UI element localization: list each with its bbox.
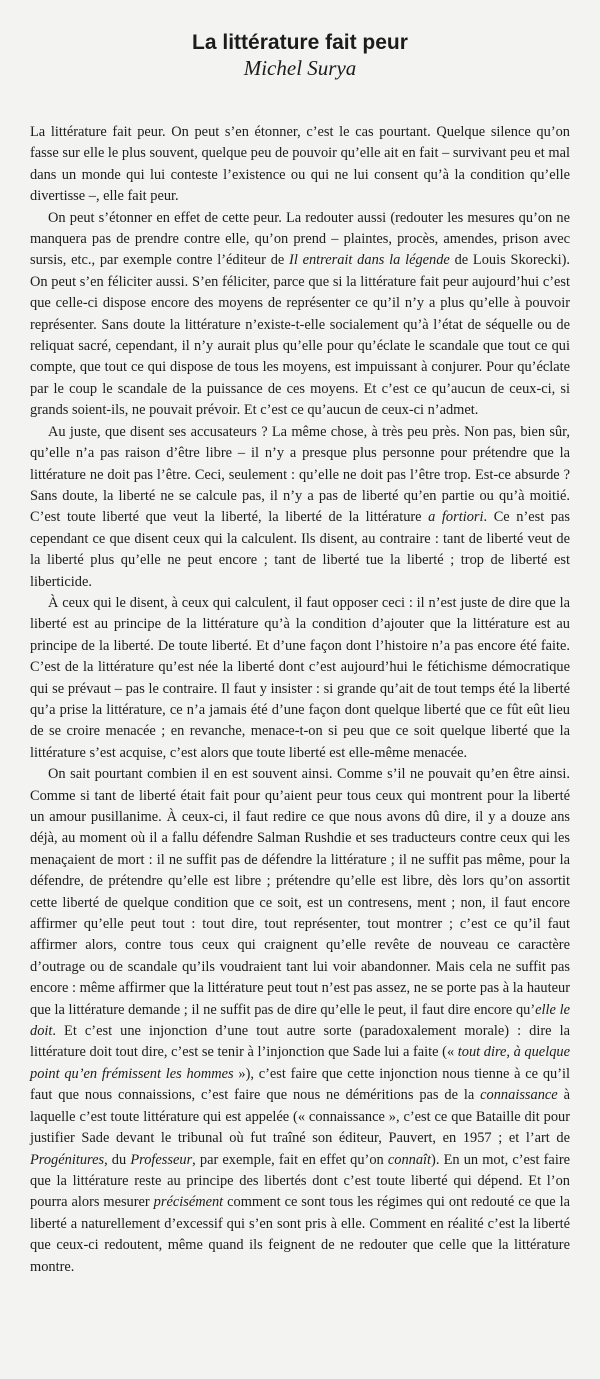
text-run: On sait pourtant combien il en est souvent ainsi. Comme s’il ne pouvait qu’en être ainsi. Comme si tant de liberté était fait pour qu’aient peur tous ceux qui montrent pour la liberté un amour pusillanime. À ceux-ci, il faut redire ce que nous avons dû dire, il y a douze ans déjà, au moment où il a fallu défendre Salman Rushdie et ses traducteurs contre ceux qui les menaçaient de mort : il ne suffit pas de défendre la littérature ; il ne suffit pas même, pour la défendre, de prétendre qu’elle est libre ; prétendre qu’elle est libre, dès lors qu’on assortit cette liberté de quelque condition que ce soit, est un contresens, ment ; non, il faut encore affirmer qu’elle peut tout : tout dire, tout représenter, tout montrer ; c’est ce qu’il faut affirmer alors, contre tous ceux qui craignent qu’elle revête de nouveau ce caractère d’outrage ou de scandale qu’ils voudraient tant lui voir abandonner. Mais cela ne suffit pas encore : même affirmer que la littérature peut tout n’est pas assez, ne se porte pas à la hauteur que la littérature demande ; il ne suffit pas de dire qu’elle le peut, il faut dire encore qu’ (30, 766, 570, 1018)
text-run: , du (104, 1151, 131, 1168)
text-run: , par exemple, fait en effet qu’on (192, 1151, 388, 1168)
text-run: À ceux qui le disent, à ceux qui calculent, il faut opposer ceci : il n’est juste de dire que la liberté est au principe de la littérature qu’à la condition d’ajouter que la littérature est au principe de la liberté. De toute liberté. Et d’une façon dont l’histoire n’a pas encore été faite. C’est de la littérature qu’est née la liberté dont c’est aujourd’hui le fétichisme démocratique qui se prévaut – pas le contraire. Il faut y insister : si grande qu’ait de tout temps été la liberté qu’a prise la littérature, ce n’a jamais été d’une façon dont quelque liberté que ce fût eût lieu de se croire menacée ; en revanche, menace-t-on si peu que ce soit quelque liberté que la littérature s’est acquise, c’est alors que toute liberté est elle-même menacée. (30, 594, 570, 761)
text-run: comment ce sont tous les régimes qui ont redouté ce que la liberté a naturellement d’excessif qui s’en sont pris à elle. Comment en réalité c’est la liberté que ceux-ci redoutent, même quand ils feignent de ne redouter que celle que la littérature montre. (30, 1194, 570, 1275)
italic-text: Professeur (130, 1151, 193, 1168)
text-run: »), c’est faire que cette injonction nous tienne à ce qu’il faut que nous connaissions, c’est faire que nous ne déméritions pas de la (30, 1065, 570, 1104)
italic-text: tout dire, à quelque point qu’en frémissent les hommes (30, 1044, 570, 1082)
italic-text: Il entrerait dans la légende (289, 252, 450, 269)
text-run: On peut s’étonner en effet de cette peur. La redouter aussi (redouter les mesures qu’on ne manquera pas de prendre contre elle, qu’on prend – plaintes, procès, amendes, prison avec sursis, etc., par exemple contre l’éditeur de (30, 209, 570, 269)
italic-text: connaît (387, 1151, 432, 1168)
article-body (30, 122, 570, 1278)
paragraph (30, 208, 570, 422)
paragraph (30, 593, 570, 764)
italic-text: connaissance (480, 1087, 558, 1104)
paragraph (30, 422, 570, 593)
italic-text: Progénitures (30, 1151, 105, 1168)
italic-text: a fortiori (428, 509, 484, 526)
text-run: . Ce n’est pas cependant ce que disent ceux qui la calculent. Ils disent, au contraire : tant de liberté veut de la liberté plus qu’elle ne peut encore ; tant de liberté tue la liberté ; trop de liberté est liberticide. (30, 509, 570, 590)
text-run: . Et c’est une injonction d’une tout autre sorte (paradoxalement morale) : dire la littérature doit tout dire, c’est se tenir à l’injonction que Sade lui a faite (« (30, 1023, 570, 1061)
text-run: de Louis Skorecki). On peut s’en féliciter aussi. S’en féliciter, parce que si la littérature fait peur aujourd’hui c’est que celle-ci dispose encore des moyens de représenter ce qu’il n’y a plus qu’elle à pouvoir représenter. Sans doute la littérature n’existe-t-elle socialement qu’à l’état de séquelle ou de reliquat sacré, cependant, il n’y aurait plus qu’elle pour qu’éclate le scandale que tout ce qui compte, que tout ce qui dispose de tous les moyens, est impuissant à conjurer. Pour qu’éclate par le coup le scandale de la puissance de ces moyens. Et c’est ce qu’aucun de ceux-ci, si grands soient-ils, ne pouvait prévoir. Et c’est ce qu’aucun de ceux-ci n’admet. (30, 252, 571, 419)
italic-text: précisément (153, 1194, 224, 1211)
paragraph (30, 122, 570, 208)
text-run: La littérature fait peur. On peut s’en étonner, c’est le cas pourtant. Quelque silence qu’on fasse sur elle le plus souvent, quelque peu de pouvoir qu’elle ait en fait – survivant peu et mal dans un monde qui lui conteste l’existence ou qui ne lui consent qu’à la condition qu’elle divertisse –, elle fait peur. (30, 124, 570, 205)
article-author: Michel Surya (243, 56, 357, 80)
italic-text: elle le doit (30, 1001, 570, 1040)
text-run: à laquelle c’est toute littérature qui est appelée (« connaissance », c’est ce que Bataille dit pour justifier Sade devant le tribunal où fut traîné son éditeur, Pauvert, en 1957 ; et l’art de (30, 1087, 570, 1147)
text-run: ). En un mot, c’est faire que la littérature reste au principe des libertés dont c’est toute liberté qui dépend. Et l’on pourra alors mesurer (30, 1151, 570, 1211)
article-title: La littérature fait peur (192, 31, 408, 54)
text-run: Au juste, que disent ses accusateurs ? La même chose, à très peu près. Non pas, bien sûr, qu’elle n’a pas raison d’être libre – il n’y a presque plus personne pour prétendre que la littérature ne doit pas l’être. Ceci, seulement : qu’elle ne doit pas l’être trop. Est-ce absurde ? Sans doute, la liberté ne se calcule pas, il n’y a pas de liberté qu’en partie ou qu’à moitié. C’est toute liberté que veut la liberté, la liberté de la littérature (30, 423, 570, 526)
paragraph (30, 764, 570, 1278)
